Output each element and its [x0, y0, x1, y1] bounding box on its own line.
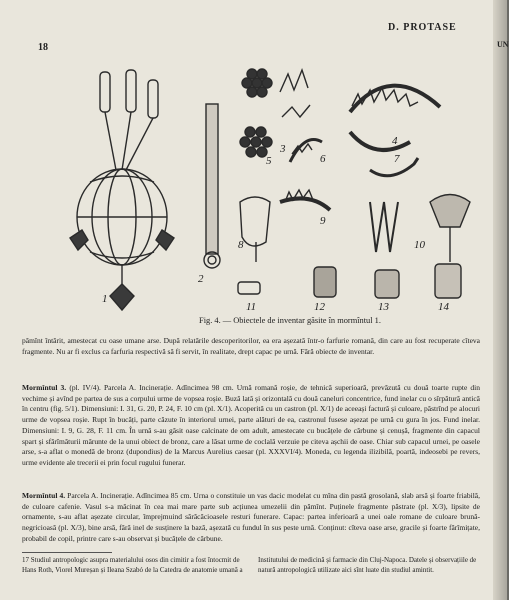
next-page-fragment: UN	[497, 40, 509, 49]
grave-4-body: Parcela A. Incinerație. Adîncimea 85 cm. Urna o constituie un vas dacic modelat cu mîna din pastă grosolană, slab arsă și foarte friabilă, de culoare cafenie. Vasul s-a măcinat în cea mai mare parte sub acțiunea umezelii din pămînt. Puținele fragmente păstrate (pl. X/3), lipsite de ornamente, s-au aflat așezate circular, împrejmuind sărăcăcioasele resturi funerare. Capac: partea inferioară a unei oale romane de culoare brună-negricioasă (pl. X/3), bine arsă, fără inel de susținere la bază, așezată cu fundul în sus peste urnă. Conținut: cîteva oase arse, gracile și foarte fărîmițate, probabil de copil, printre care s-au observat și bucățele de cărbune.	[22, 491, 480, 543]
paragraph-grave-4	[22, 491, 480, 545]
figure-number-12: 12	[314, 301, 325, 313]
figure-caption: Fig. 4. — Obiectele de inventar găsite în mormîntul 1.	[199, 316, 381, 325]
artifact-5-beads	[240, 127, 272, 157]
artifact-10	[430, 195, 470, 263]
figure-number-2: 2	[198, 273, 204, 285]
figure-number-14: 14	[438, 301, 449, 313]
figure-number-7: 7	[394, 153, 400, 165]
footnote-rule	[22, 552, 112, 553]
figure-number-10: 10	[414, 239, 425, 251]
figure-number-11: 11	[246, 301, 257, 313]
page-gutter-shadow	[493, 0, 507, 600]
artifact-8	[240, 197, 270, 262]
artifact-3-beads	[242, 69, 272, 97]
figure-number-8: 8	[238, 239, 244, 251]
running-head-author: D. PROTASE	[388, 22, 457, 33]
page-number: 18	[38, 42, 48, 53]
figure-number-1: 1	[102, 293, 108, 305]
artifact-1-cage-pendant	[70, 70, 174, 310]
artifact-2-rod	[204, 104, 220, 268]
paragraph-grave-3	[22, 383, 480, 469]
figure-number-6: 6	[320, 153, 326, 165]
paragraph-grave-2-end: pămînt întărit, amestecat cu oase umane arse. După relatările descoperitorilor, ea era așezată într-o farfurie romană, din care au fost recuperate cîteva fragmente. Nu ar fi exclus ca farfuria respectivă să fi servit, în realitate, drept capac pe urnă. Fără obiecte de inventar.	[22, 336, 480, 356]
footnote-left: 17 Studiul antropologic asupra materialului osos din cimitir a fost întocmit de Hans Roth, Viorel Mureșan și Ileana Szabó de la Catedra de anatomie umană a	[22, 556, 243, 574]
figure-number-4: 4	[392, 135, 398, 147]
figure-number-13: 13	[378, 301, 389, 313]
grave-3-body: (pl. IV/4). Parcela A. Incinerație. Adîncimea 98 cm. Urnă romană roșie, de tehnică superioară, prevăzută cu două toarte rupte din vechime și avînd pe partea de sus a corpului urme de vopsea roșie. Buză lată și orizontală cu două caneluri concentrice, fund inelar cu o sîrpătură antică în centru (fig. 5/1). Dimensiuni: I. 31, G. 20, P. 24, F. 10 cm (pl. X/1). Acoperită cu un castron (pl. X/1) de aceeași factură și culoare, păstrînd pe alocuri urme de vopsea roșie. Rupt în bucăți, parte căzute în interiorul urnei, parte alături de ea, castronul fusese așezat pe urnă cu gura în jos. Fund inelar. Dimensiuni: I. 9, G. 28, F. 11 cm. În urnă s-au găsit oase calcinate de om adult, amestecate cu bucățele de cărbune și cenușă, fragmente din capacul spart și sfărîmăturii mărunte de la unui obiect de bronz, care a lăsat urme de coclală verzuie pe citeva așchii de oase. Chiar sub capacul urnei, pe oasele arse, s-a aflat o monedă de bronz (dupondius) de la Marcus Aurelius caesar (pl. XXXVI/4). Moneda, cu legenda ilizibilă, poartă, indeosebi pe revers, urme evidente ale trecerii ei prin focul rugului funerar.	[22, 383, 480, 467]
grave-3-heading: Mormîntul 3.	[22, 383, 67, 392]
artifact-figure	[30, 52, 495, 314]
figure-number-5: 5	[266, 155, 272, 167]
figure-number-9: 9	[320, 215, 326, 227]
figure-number-3: 3	[280, 143, 286, 155]
footnote-right: Institutului de medicină și farmacie din Cluj-Napoca. Datele și observațiile de natură antropologică utilizate aici sînt luate din studiul amintit.	[258, 556, 477, 574]
grave-4-heading: Mormîntul 4.	[22, 491, 66, 500]
